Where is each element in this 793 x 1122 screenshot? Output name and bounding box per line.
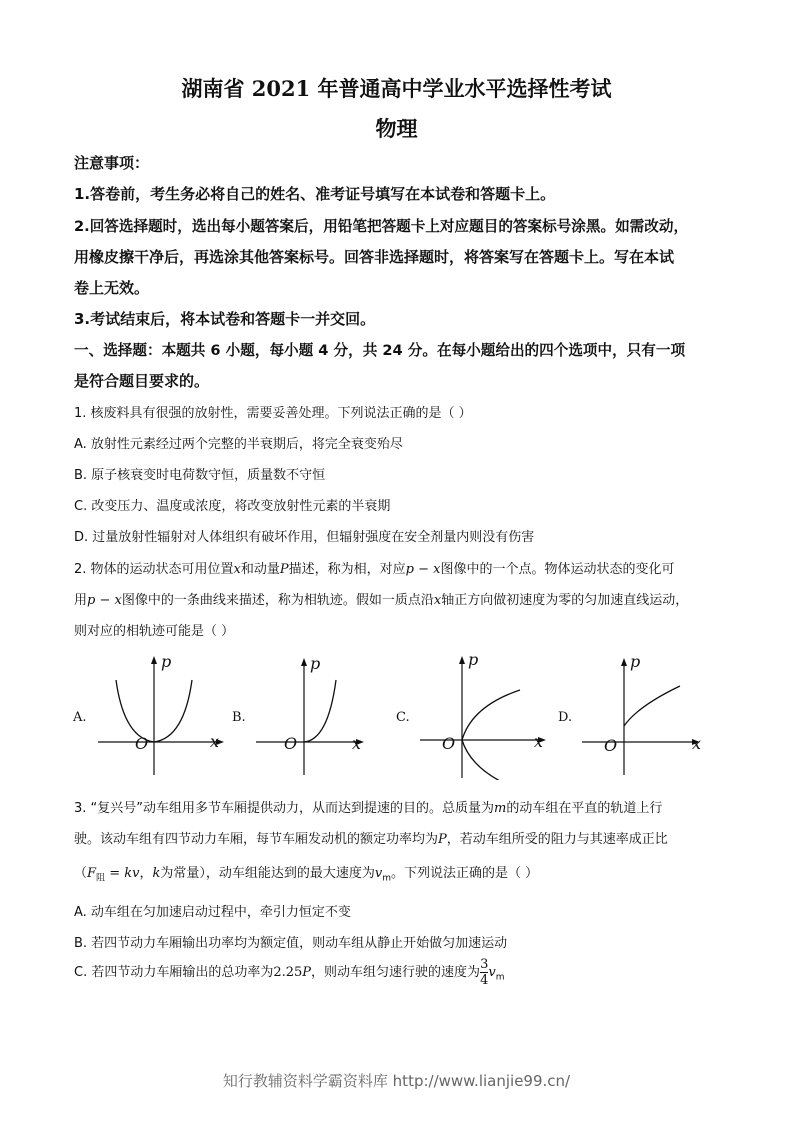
graph-b-x-label: x (352, 734, 362, 753)
graph-a-label: A. (73, 710, 87, 725)
graph-b-label: B. (232, 710, 246, 725)
graph-a-x-label: x (210, 732, 220, 751)
q2-l2c: 图像中的一条曲线来描述，称为相轨迹。假如一质点沿 (121, 593, 434, 608)
q1-option-d: D. 过量放射性辐射对人体组织有破坏作用，但辐射强度在安全剂量内则没有伤害 (74, 530, 535, 545)
q3-line-1 (74, 797, 662, 816)
q2-l1c: 和动量 (240, 562, 280, 577)
graph-c-p-label: p (468, 650, 479, 669)
graph-c-label: C. (396, 710, 410, 725)
fraction-denominator: 4 (480, 973, 489, 988)
fraction-numerator: 3 (480, 957, 489, 972)
q2-graph-d (554, 650, 714, 780)
q3-c1: C. 若四节动力车厢输出的总功率为 (74, 965, 274, 980)
graph-b-svg (228, 650, 388, 780)
q1-option-b: B. 原子核衰变时电荷数守恒，质量数不守恒 (74, 468, 326, 483)
q3-option-b: B. 若四节动力车厢输出功率均为额定值，则动车组从静止开始做匀加速运动 (74, 936, 508, 951)
q3-l3a: （ (74, 866, 88, 881)
graph-d-origin-label: O (604, 736, 618, 755)
q2-l1e: 描述，称为相，对应 (288, 562, 406, 577)
q2-graph-b (228, 650, 388, 780)
graph-a-origin-label: O (135, 734, 149, 753)
notice-item-1: 1.答卷前，考生务必将自己的姓名、准考证号填写在本试卷和答题卡上。 (74, 185, 556, 203)
graph-a-p-label: p (161, 652, 172, 671)
var-x: x (433, 593, 442, 608)
var-p-x: p − x (405, 562, 441, 577)
q3-option-c (74, 957, 504, 994)
subject-title: 物理 (375, 116, 418, 141)
footer-watermark: 知行教辅资料学霸资料库 http://www.lianjie99.cn/ (222, 1072, 571, 1090)
var-P: P (302, 965, 312, 980)
exam-title: 湖南省 2021 年普通高中学业水平选择性考试 (181, 76, 612, 101)
q1-option-a: A. 放射性元素经过两个完整的半衰期后，将完全衰变殆尽 (74, 437, 403, 452)
section-heading-line-1: 一、选择题：本题共 6 小题，每小题 4 分，共 24 分。在每小题给出的四个选项中，只有一项 (74, 342, 686, 359)
graph-d-label: D. (558, 710, 573, 725)
var-v-subscript: m (382, 873, 392, 884)
var-v-subscript: m (495, 972, 505, 983)
notice-item-2-line-3: 卷上无效。 (74, 279, 150, 297)
var-p-x: p − x (87, 593, 122, 608)
q3-l2c: ，若动车组所受的阻力与其速率成正比 (446, 832, 668, 847)
q3-c4: ，则动车组匀速行驶的速度为 (311, 965, 481, 980)
q2-l1g: 图像中的一个点。物体运动状态的变化可 (440, 562, 675, 577)
q2-l2a: 用 (74, 593, 88, 608)
var-P: P (438, 832, 447, 847)
var-v: v (488, 965, 496, 980)
graph-c-origin-label: O (442, 734, 456, 753)
var-v: v (374, 866, 383, 881)
value-2-25: 2.25 (273, 965, 303, 980)
q3-l3e: ， (139, 866, 153, 881)
q2-l2e: 轴正方向做初速度为零的匀加速直线运动， (441, 593, 689, 608)
q1-option-c: C. 改变压力、温度或浓度，将改变放射性元素的半衰期 (74, 499, 391, 514)
section-heading-line-2: 是符合题目要求的。 (74, 372, 210, 390)
graph-c-x-label: x (534, 732, 544, 751)
notice-item-2-line-2: 用橡皮擦干净后，再选涂其他答案标号。回答非选择题时，将答案写在答题卡上。写在本试 (74, 248, 675, 266)
q3-line-3 (74, 862, 538, 884)
var-F: F (87, 866, 97, 881)
q2-graph-c (392, 648, 552, 780)
q3-l3g: 为常量），动车组能达到的最大速度为 (160, 866, 375, 881)
q3-l3j: 。下列说法正确的是（ ） (391, 866, 539, 881)
var-m: m (494, 801, 507, 816)
q3-l1a: 3. “复兴号”动车组用多节车厢提供动力，从而达到提速的目的。总质量为 (74, 801, 495, 816)
notice-item-2-line-1: 2.回答选择题时，选出每小题答案后，用铅笔把答题卡上对应题目的答案标号涂黑。如需改动， (74, 218, 689, 235)
var-k: k (152, 866, 161, 881)
q2-graph-a (68, 650, 228, 780)
var-x: x (233, 562, 241, 577)
q2-line-1 (74, 558, 675, 577)
var-p: P (279, 562, 289, 577)
var-F-subscript: 阻 (96, 873, 106, 884)
formula-kv: = kv (105, 866, 140, 881)
graph-d-p-label: p (630, 652, 641, 671)
graph-d-x-label: x (692, 734, 702, 753)
graph-b-p-label: p (310, 654, 321, 673)
q3-l1c: 的动车组在平直的轨道上行 (506, 801, 663, 816)
notice-item-3: 3.考试结束后，将本试卷和答题卡一并交回。 (74, 310, 376, 328)
q2-l1a: 2. 物体的运动状态可用位置 (74, 562, 234, 577)
q3-l2a: 驶。该动车组有四节动力车厢，每节车厢发动机的额定功率均为 (74, 832, 439, 847)
notice-heading: 注意事项： (74, 154, 150, 172)
q2-line-3: 则对应的相轨迹可能是（ ） (74, 624, 235, 639)
q2-line-2 (74, 589, 688, 608)
q3-line-2 (74, 828, 668, 847)
q1-stem: 1. 核废料具有很强的放射性，需要妥善处理。下列说法正确的是（ ） (74, 406, 472, 421)
graph-b-origin-label: O (284, 734, 298, 753)
graph-a-svg (68, 650, 228, 780)
q3-option-a: A. 动车组在匀加速启动过程中，牵引力恒定不变 (74, 905, 351, 920)
